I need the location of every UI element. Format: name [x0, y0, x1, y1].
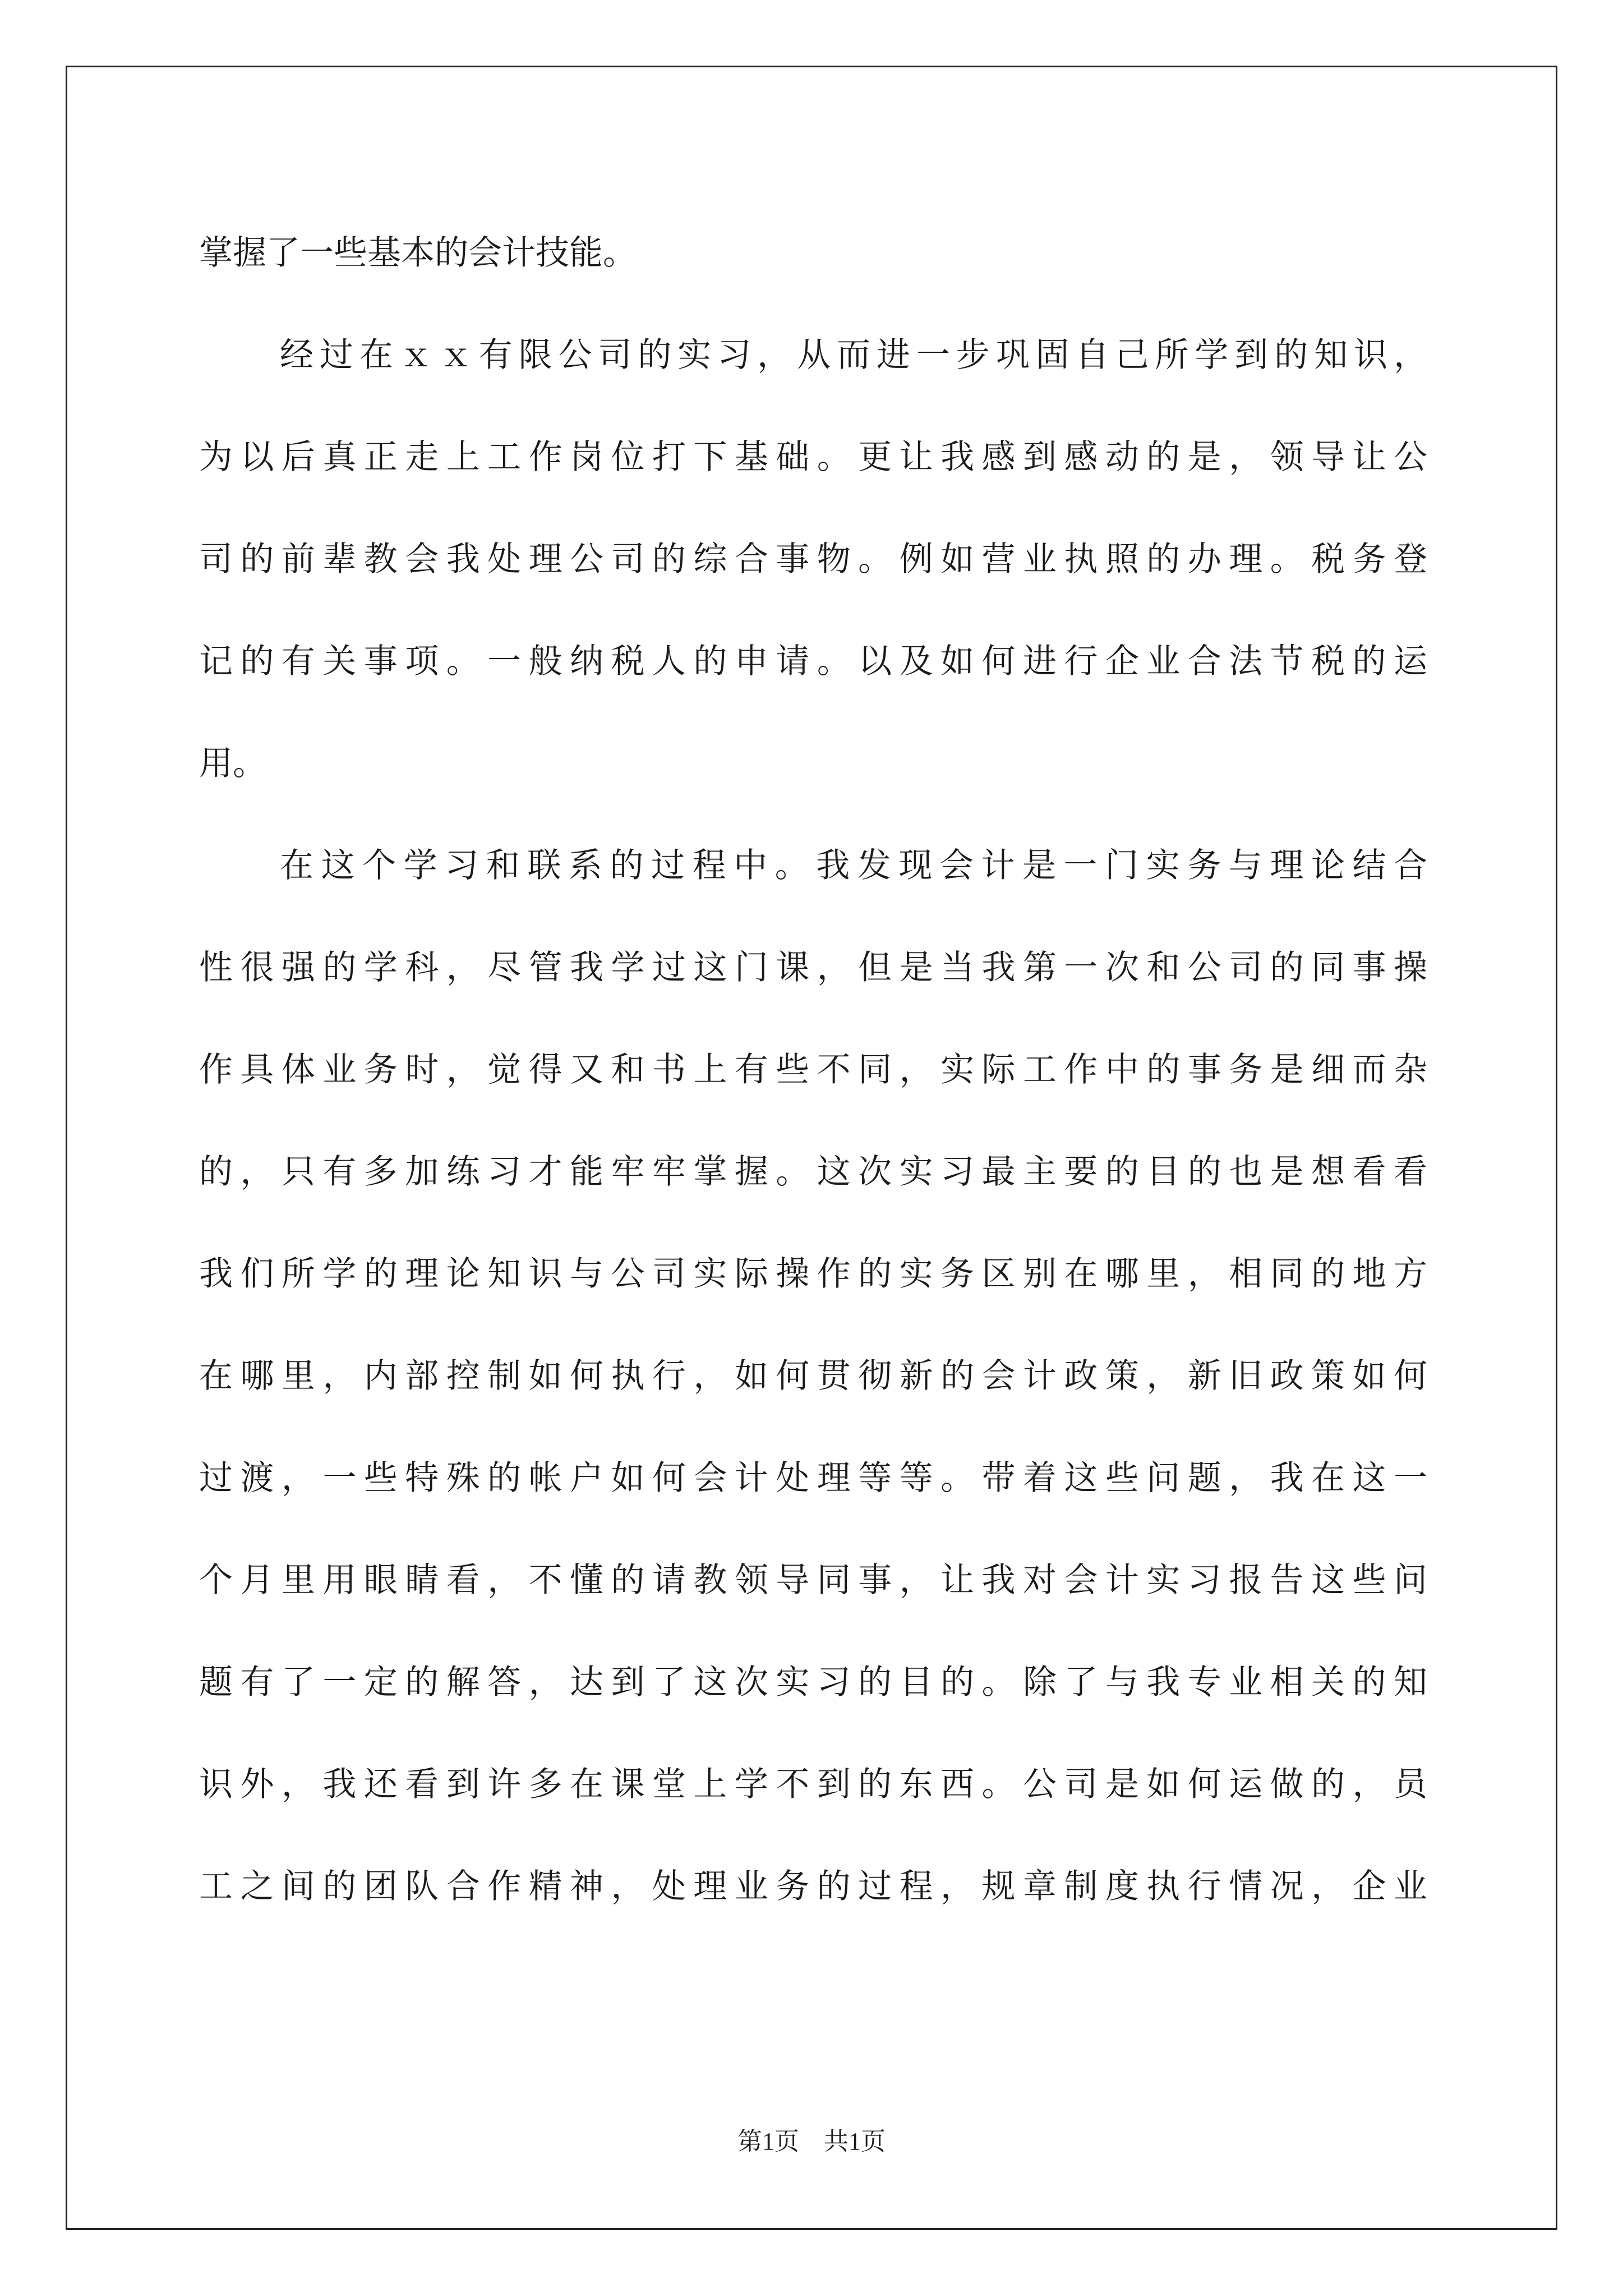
text-line: 我们所学的理论知识与公司实际操作的实务区别在哪里，相同的地方 — [199, 1254, 1427, 1294]
text-line: 记的有关事项。一般纳税人的申请。以及如何进行企业合法节税的运 — [199, 642, 1427, 681]
text-line: 题有了一定的解答，达到了这次实习的目的。除了与我专业相关的知 — [199, 1663, 1427, 1702]
text-line: 个月里用眼睛看，不懂的请教领导同事，让我对会计实习报告这些问 — [199, 1561, 1427, 1600]
text-line: 在这个学习和联系的过程中。我发现会计是一门实务与理论结合 — [280, 846, 1427, 885]
text-line: 司的前辈教会我处理公司的综合事物。例如营业执照的办理。税务登 — [199, 540, 1427, 579]
text-line: 为以后真正走上工作岗位打下基础。更让我感到感动的是，领导让公 — [199, 438, 1427, 477]
page-count: 共1页 — [824, 2128, 886, 2155]
text-line: 掌握了一些基本的会计技能。 — [199, 233, 637, 273]
text-line: 的，只有多加练习才能牢牢掌握。这次实习最主要的目的也是想看看 — [199, 1152, 1427, 1191]
text-line: 性很强的学科，尽管我学过这门课，但是当我第一次和公司的同事操 — [199, 948, 1427, 987]
text-line: 经过在ｘｘ有限公司的实习，从而进一步巩固自己所学到的知识， — [280, 335, 1427, 375]
text-line: 在哪里，内部控制如何执行，如何贯彻新的会计政策，新旧政策如何 — [199, 1356, 1427, 1396]
text-line: 作具体业务时，觉得又和书上有些不同，实际工作中的事务是细而杂 — [199, 1050, 1427, 1089]
page-number: 第1页 — [737, 2128, 799, 2155]
text-line: 识外，我还看到许多在课堂上学不到的东西。公司是如何运做的，员 — [199, 1765, 1427, 1804]
text-line: 过渡，一些特殊的帐户如何会计处理等等。带着这些问题，我在这一 — [199, 1458, 1427, 1498]
page-footer — [0, 2125, 1623, 2159]
text-line: 工之间的团队合作精神，处理业务的过程，规章制度执行情况，企业 — [199, 1867, 1427, 1906]
text-line: 用。 — [199, 744, 266, 783]
